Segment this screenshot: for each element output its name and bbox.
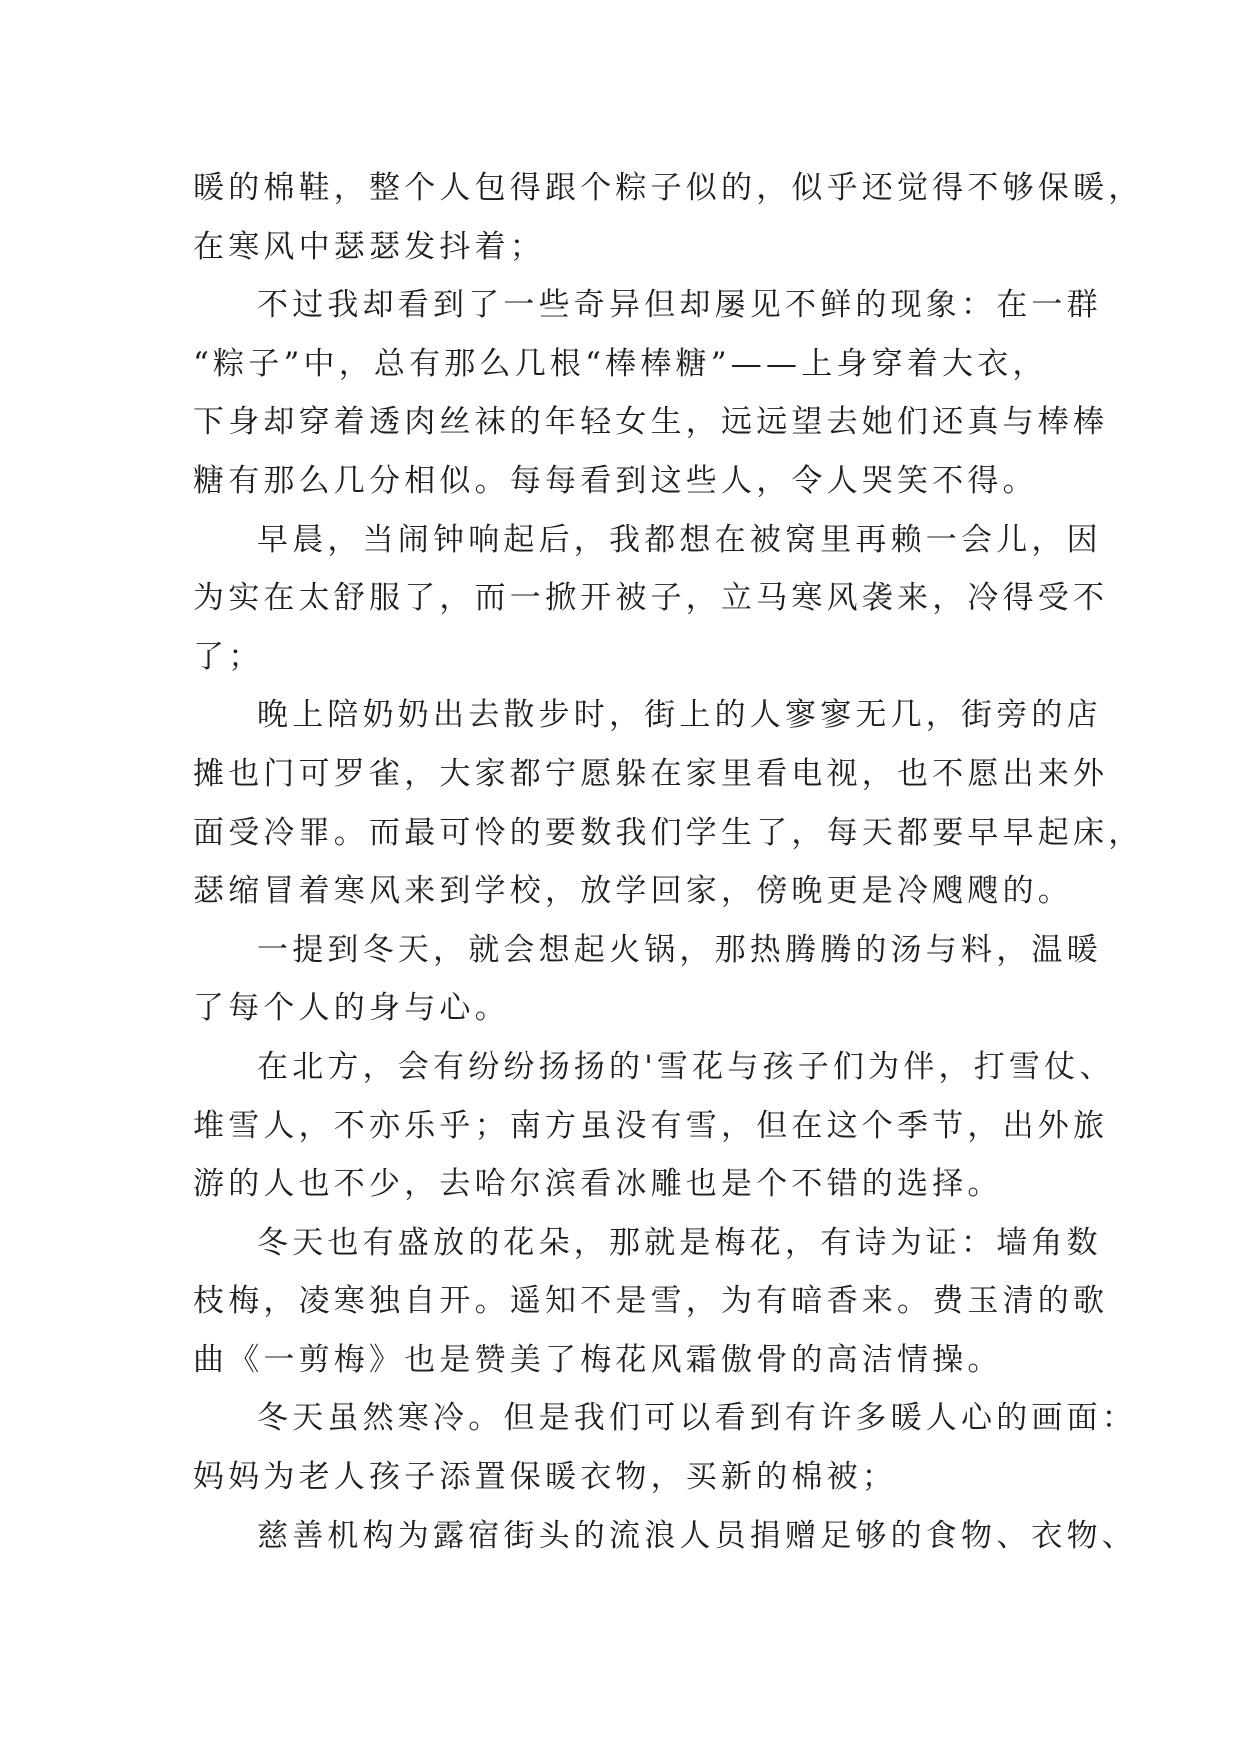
text-line: 糖有那么几分相似。每每看到这些人，令人哭笑不得。 <box>193 462 1038 499</box>
text-line: 为实在太舒服了，而一掀开被子，立马寒风袭来，冷得受不 <box>193 580 1109 617</box>
text-line: 摊也门可罗雀，大家都宁愿躲在家里看电视，也不愿出来外 <box>193 755 1109 792</box>
body-text <box>193 159 1144 1565</box>
paragraph-first-line: 冬天也有盛放的花朵，那就是梅花，有诗为证：墙角数 <box>257 1224 1102 1261</box>
paragraph-first-line: 晚上陪奶奶出去散步时，街上的人寥寥无几，街旁的店 <box>257 697 1102 734</box>
text-line: 曲《一剪梅》也是赞美了梅花风霜傲骨的高洁情操。 <box>193 1341 1003 1378</box>
paragraph-first-line: 早晨，当闹钟响起后，我都想在被窝里再赖一会儿，因 <box>257 521 1102 558</box>
paragraph-first-line: 不过我却看到了一些奇异但却屡见不鲜的现象：在一群 <box>257 287 1102 324</box>
text-line: 枝梅，凌寒独自开。遥知不是雪，为有暗香来。费玉清的歌 <box>193 1283 1109 1320</box>
text-line: 了； <box>193 638 264 675</box>
text-line: 堆雪人，不亦乐乎；南方虽没有雪，但在这个季节，出外旅 <box>193 1107 1109 1144</box>
paragraph-first-line: 在北方，会有纷纷扬扬的'雪花与孩子们为伴，打雪仗、 <box>257 1048 1115 1085</box>
text-line: 妈妈为老人孩子添置保暖衣物，买新的棉被； <box>193 1459 897 1496</box>
text-line: 在寒风中瑟瑟发抖着； <box>193 228 545 265</box>
paragraph-first-line: 冬天虽然寒冷。但是我们可以看到有许多暖人心的画面： <box>257 1400 1137 1437</box>
text-line: 瑟缩冒着寒风来到学校，放学回家，傍晚更是冷飕飕的。 <box>193 873 1073 910</box>
text-line: “粽子”中，总有那么几根“棒棒糖”——上身穿着大衣， <box>193 345 1048 382</box>
text-line: 游的人也不少，去哈尔滨看冰雕也是个不错的选择。 <box>193 1166 1003 1203</box>
text-line: 暖的棉鞋，整个人包得跟个粽子似的，似乎还觉得不够保暖， <box>193 170 1144 206</box>
text-line: 了每个人的身与心。 <box>193 990 510 1027</box>
text-line: 面受冷罪。而最可怜的要数我们学生了，每天都要早早起床， <box>193 814 1144 851</box>
text-line: 下身却穿着透肉丝袜的年轻女生，远远望去她们还真与棒棒 <box>193 404 1109 441</box>
paragraph-first-line: 慈善机构为露宿街头的流浪人员捐赠足够的食物、衣物、 <box>257 1517 1137 1554</box>
paragraph-first-line: 一提到冬天，就会想起火锅，那热腾腾的汤与料，温暖 <box>257 931 1102 968</box>
